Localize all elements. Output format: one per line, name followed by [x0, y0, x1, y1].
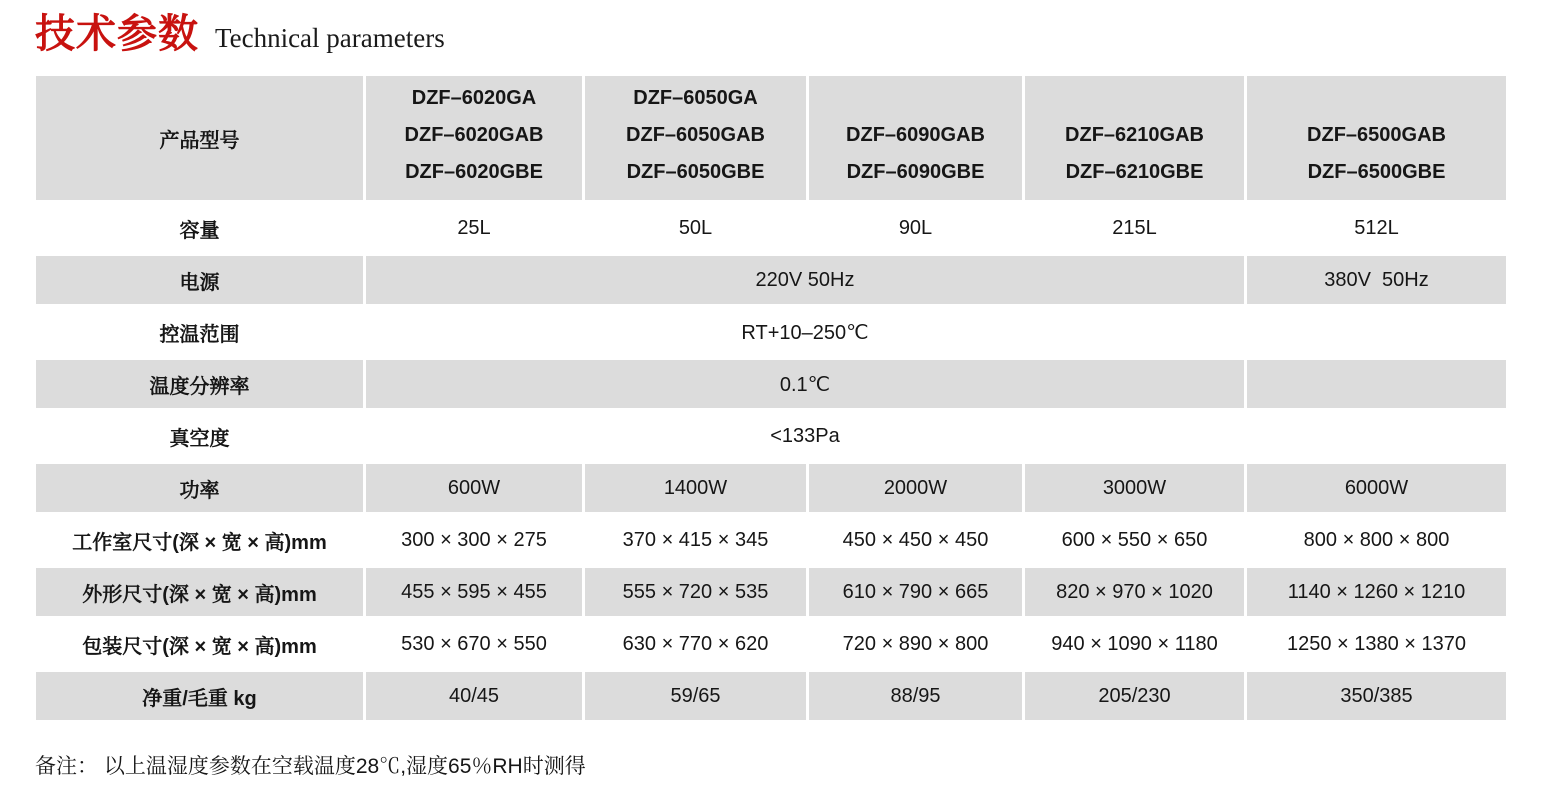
- row-label-product-model: 产品型号: [36, 76, 363, 200]
- table-row-temp-range: [36, 308, 1506, 356]
- value-cell: 40/45: [366, 672, 582, 720]
- value-cell: 600 × 550 × 650: [1025, 516, 1244, 564]
- model-name: DZF–6020GAB: [404, 124, 544, 146]
- value-cell: 530 × 670 × 550: [366, 620, 582, 668]
- table-row-vacuum: [36, 412, 1506, 460]
- merged-value-cell: 0.1℃: [366, 360, 1244, 408]
- value-cell: 205/230: [1025, 672, 1244, 720]
- model-name: DZF–6050GAB: [626, 124, 765, 146]
- spec-table: [33, 72, 1509, 724]
- value-cell: 450 × 450 × 450: [809, 516, 1022, 564]
- model-cell-5: [1247, 76, 1506, 200]
- row-label-power: 功率: [36, 464, 363, 512]
- value-cell: 300 × 300 × 275: [366, 516, 582, 564]
- value-cell: 3000W: [1025, 464, 1244, 512]
- table-row-power: [36, 464, 1506, 512]
- row-label-power-supply: 电源: [36, 256, 363, 304]
- row-label-outer-size: 外形尺寸(深 × 宽 × 高)mm: [36, 568, 363, 616]
- table-row-outer-size: [36, 568, 1506, 616]
- row-label-temp-range: 控温范围: [36, 308, 363, 356]
- model-name: DZF–6050GA: [633, 87, 758, 109]
- table-row-chamber-size: [36, 516, 1506, 564]
- footnote: 备注： 以上温湿度参数在空载温度28℃,湿度65％RH时测得: [35, 755, 586, 778]
- value-cell: 720 × 890 × 800: [809, 620, 1022, 668]
- table-row-weight: [36, 672, 1506, 720]
- table-row-temp-resolution: [36, 360, 1506, 408]
- value-cell: 820 × 970 × 1020: [1025, 568, 1244, 616]
- model-name: DZF–6210GAB: [1065, 124, 1204, 146]
- value-cell: 215L: [1025, 204, 1244, 252]
- model-name: DZF–6020GBE: [405, 161, 543, 183]
- empty-cell: [1247, 308, 1506, 356]
- model-cell-3: [809, 76, 1022, 200]
- model-cell-4: [1025, 76, 1244, 200]
- value-cell: 370 × 415 × 345: [585, 516, 806, 564]
- model-stack: [809, 117, 1022, 200]
- row-label-vacuum: 真空度: [36, 412, 363, 460]
- value-cell: 512L: [1247, 204, 1506, 252]
- value-cell: 600W: [366, 464, 582, 512]
- empty-cell: [1247, 412, 1506, 460]
- value-cell: 88/95: [809, 672, 1022, 720]
- value-cell: 610 × 790 × 665: [809, 568, 1022, 616]
- model-stack: [1247, 117, 1506, 200]
- model-name: DZF–6020GA: [411, 87, 537, 109]
- model-cell-1: [366, 76, 582, 200]
- model-name: DZF–6090GBE: [846, 161, 985, 183]
- value-cell: 25L: [366, 204, 582, 252]
- row-label-temp-resolution: 温度分辨率: [36, 360, 363, 408]
- value-cell: 1140 × 1260 × 1210: [1247, 568, 1506, 616]
- model-stack: [366, 80, 582, 200]
- value-cell: 2000W: [809, 464, 1022, 512]
- model-name: DZF–6050GBE: [626, 161, 765, 183]
- value-cell: 59/65: [585, 672, 806, 720]
- page-title: [35, 14, 1512, 54]
- value-cell: 380V 50Hz: [1247, 256, 1506, 304]
- table-row-power-supply: [36, 256, 1506, 304]
- merged-value-cell: RT+10–250℃: [366, 308, 1244, 356]
- value-cell: 350/385: [1247, 672, 1506, 720]
- model-name: DZF–6090GAB: [846, 124, 985, 146]
- value-cell: 555 × 720 × 535: [585, 568, 806, 616]
- value-cell: 6000W: [1247, 464, 1506, 512]
- model-name: DZF–6500GAB: [1307, 124, 1446, 146]
- value-cell: 50L: [585, 204, 806, 252]
- value-cell: 940 × 1090 × 1180: [1025, 620, 1244, 668]
- title-chinese: 技术参数: [35, 12, 199, 56]
- model-cell-2: [585, 76, 806, 200]
- value-cell: 455 × 595 × 455: [366, 568, 582, 616]
- value-cell: 630 × 770 × 620: [585, 620, 806, 668]
- table-row-package-size: [36, 620, 1506, 668]
- value-cell: 800 × 800 × 800: [1247, 516, 1506, 564]
- model-stack: [1025, 117, 1244, 200]
- value-cell: 1250 × 1380 × 1370: [1247, 620, 1506, 668]
- row-label-chamber-size: 工作室尺寸(深 × 宽 × 高)mm: [36, 516, 363, 564]
- row-label-package-size: 包装尺寸(深 × 宽 × 高)mm: [36, 620, 363, 668]
- merged-value-cell: 220V 50Hz: [366, 256, 1244, 304]
- merged-value-cell: <133Pa: [366, 412, 1244, 460]
- model-name: DZF–6210GBE: [1065, 161, 1204, 183]
- row-label-weight: 净重/毛重 kg: [36, 672, 363, 720]
- empty-cell: [1247, 360, 1506, 408]
- title-english: Technical parameters: [215, 23, 445, 53]
- model-name: DZF–6500GBE: [1307, 161, 1446, 183]
- value-cell: 1400W: [585, 464, 806, 512]
- table-row-models: [36, 76, 1506, 200]
- table-row-capacity: [36, 204, 1506, 252]
- row-label-capacity: 容量: [36, 204, 363, 252]
- value-cell: 90L: [809, 204, 1022, 252]
- model-stack: [585, 80, 806, 200]
